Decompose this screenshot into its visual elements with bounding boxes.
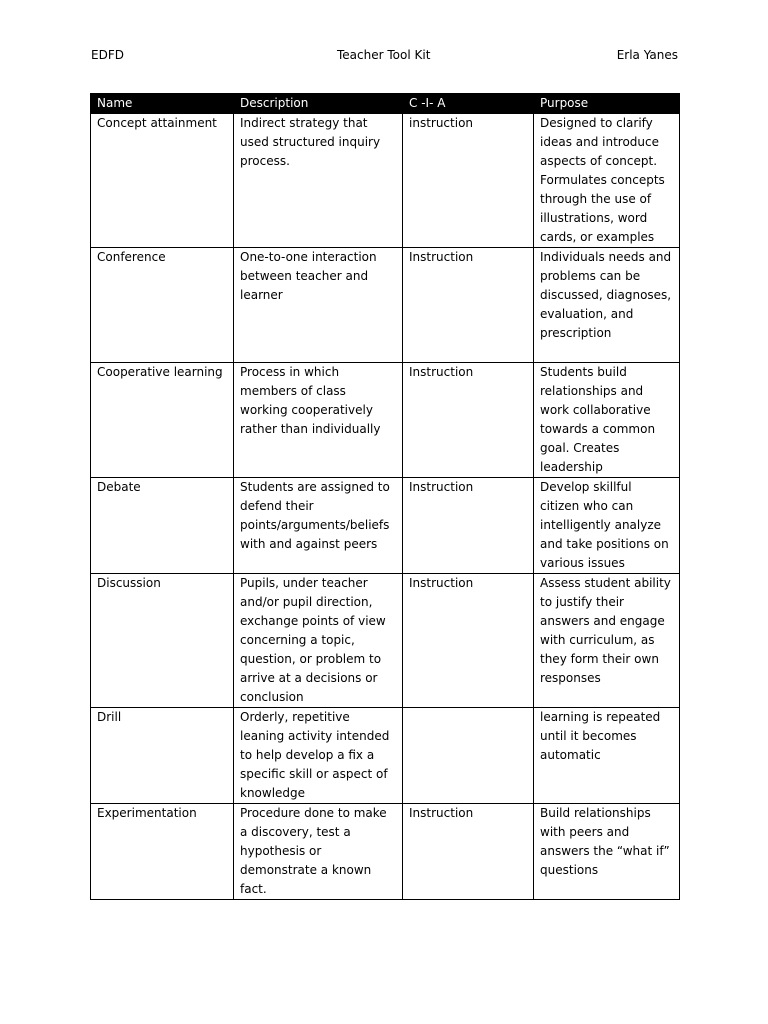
- cell-purpose: Individuals needs and problems can be discussed, diagnoses, evaluation, and prescription: [534, 248, 680, 363]
- cell-cia: Instruction: [403, 363, 534, 478]
- cell-cia: [403, 708, 534, 804]
- column-header-purpose: Purpose: [534, 94, 680, 114]
- cell-purpose: Students build relationships and work collaborative towards a common goal. Creates leadership: [534, 363, 680, 478]
- cell-purpose: learning is repeated until it becomes automatic: [534, 708, 680, 804]
- cell-purpose: Designed to clarify ideas and introduce aspects of concept. Formulates concepts through the use of illustrations, word cards, or examples: [534, 114, 680, 248]
- cell-name: Experimentation: [91, 804, 234, 900]
- cell-name: Cooperative learning: [91, 363, 234, 478]
- table-row: [91, 114, 680, 248]
- cell-name: Conference: [91, 248, 234, 363]
- table-row: [91, 574, 680, 708]
- cell-cia: Instruction: [403, 248, 534, 363]
- teacher-tool-kit-table: [90, 93, 680, 900]
- header-course-code: EDFD: [91, 48, 124, 62]
- cell-name: Drill: [91, 708, 234, 804]
- cell-name: Concept attainment: [91, 114, 234, 248]
- header-author-name: Erla Yanes: [616, 48, 678, 62]
- page-header: [91, 47, 678, 63]
- cell-cia: instruction: [403, 114, 534, 248]
- cell-description: Orderly, repetitive leaning activity intended to help develop a fix a specific skill or aspect of knowledge: [234, 708, 403, 804]
- cell-description: Pupils, under teacher and/or pupil direction, exchange points of view concerning a topic, question, or problem to arrive at a decisions or conclusion: [234, 574, 403, 708]
- cell-description: Students are assigned to defend their points/arguments/beliefs with and against peers: [234, 478, 403, 574]
- cell-description: Indirect strategy that used structured inquiry process.: [234, 114, 403, 248]
- header-document-title: Teacher Tool Kit: [337, 48, 431, 62]
- cell-description: One-to-one interaction between teacher and learner: [234, 248, 403, 363]
- cell-cia: Instruction: [403, 574, 534, 708]
- column-header-description: Description: [234, 94, 403, 114]
- table-row: [91, 478, 680, 574]
- cell-purpose: Assess student ability to justify their answers and engage with curriculum, as they form their own responses: [534, 574, 680, 708]
- cell-description: Procedure done to make a discovery, test a hypothesis or demonstrate a known fact.: [234, 804, 403, 900]
- cell-cia: Instruction: [403, 804, 534, 900]
- cell-cia: Instruction: [403, 478, 534, 574]
- cell-purpose: Build relationships with peers and answers the “what if” questions: [534, 804, 680, 900]
- column-header-cia: C -I- A: [403, 94, 534, 114]
- table-row: [91, 804, 680, 900]
- cell-description: Process in which members of class working cooperatively rather than individually: [234, 363, 403, 478]
- table-header-row: [91, 94, 680, 114]
- cell-name: Discussion: [91, 574, 234, 708]
- column-header-name: Name: [91, 94, 234, 114]
- table-row: [91, 248, 680, 363]
- cell-purpose: Develop skillful citizen who can intelligently analyze and take positions on various issues: [534, 478, 680, 574]
- table-row: [91, 708, 680, 804]
- table-row: [91, 363, 680, 478]
- cell-name: Debate: [91, 478, 234, 574]
